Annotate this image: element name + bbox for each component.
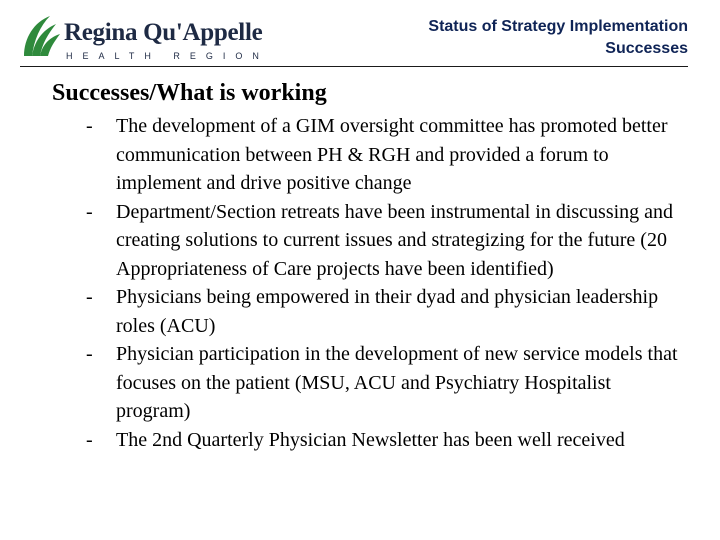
header-title-line-2: Successes xyxy=(605,40,688,57)
bullet-text: Department/Section retreats have been instrumental in discussing and creating solutions to current issues and strategizing for the future (20 Appropriateness of Care projects have been identified) xyxy=(116,200,674,280)
leaf-icon xyxy=(20,12,66,60)
bullet-text: The 2nd Quarterly Physician Newsletter has been well received xyxy=(116,428,625,451)
organization-logo xyxy=(20,12,269,61)
bullet-text: Physician participation in the development of new service models that focuses on the patient (MSU, ACU and Psychiatry Hospitalist program) xyxy=(116,343,678,422)
bullet-item xyxy=(86,283,686,340)
section-heading: Successes/What is working xyxy=(52,80,327,106)
bullet-item xyxy=(86,112,686,198)
bullet-item xyxy=(86,426,686,455)
bullet-text: Physicians being empowered in their dyad and physician leadership roles (ACU) xyxy=(116,286,659,337)
bullet-item xyxy=(86,198,686,284)
bullet-text: The development of a GIM oversight committee has promoted better communication between PH & RGH and provided a forum to implement and drive positive change xyxy=(116,115,668,194)
bullet-marker: - xyxy=(86,343,93,365)
bullet-marker: - xyxy=(86,115,93,137)
header-title-line-1: Status of Strategy Implementation xyxy=(428,18,688,35)
bullet-list xyxy=(86,112,686,454)
bullet-marker: - xyxy=(86,286,93,308)
slide-header-title xyxy=(428,16,688,60)
bullet-marker: - xyxy=(86,428,93,451)
bullet-item xyxy=(86,340,686,426)
logo-name: Regina Qu'Appelle xyxy=(64,19,263,46)
bullet-marker: - xyxy=(86,200,93,223)
logo-subtitle: HEALTH REGION xyxy=(66,51,269,61)
header-divider xyxy=(20,66,688,67)
